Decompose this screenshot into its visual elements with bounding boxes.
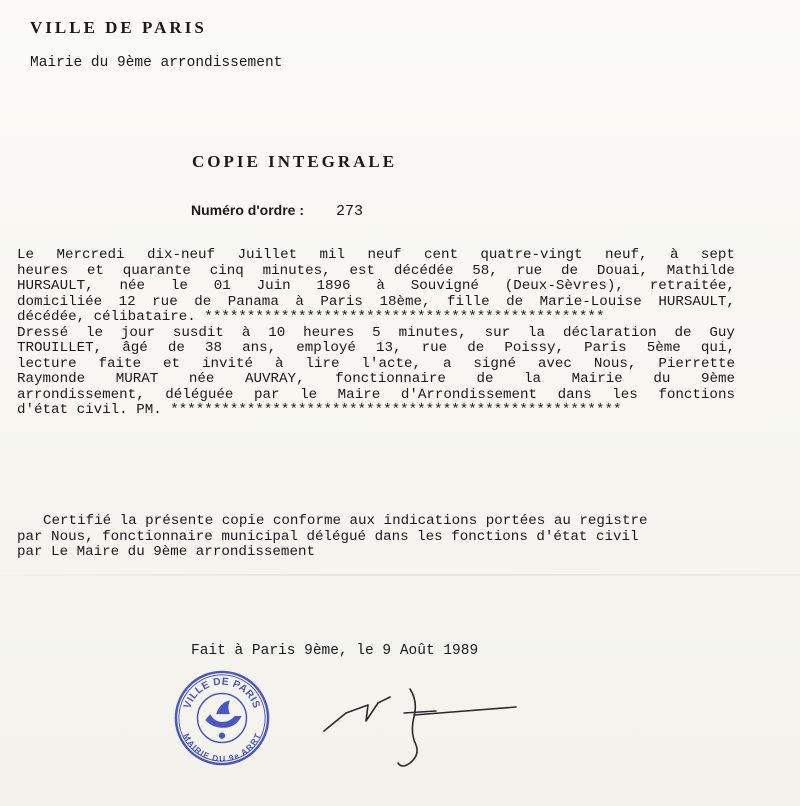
- word: rue: [152, 293, 178, 310]
- word: de: [467, 340, 485, 356]
- word: et: [163, 355, 181, 372]
- act-line: [17, 357, 735, 373]
- act-body: [17, 248, 735, 419]
- word: heures: [303, 324, 355, 341]
- word: mil: [319, 247, 346, 263]
- word: (Deux-Sèvres),: [504, 278, 624, 294]
- word: rue: [516, 262, 543, 279]
- word: âgé: [122, 340, 148, 356]
- word: fonctionnaire: [335, 371, 446, 387]
- word: jour: [120, 324, 155, 341]
- word: Marie-Louise: [539, 293, 642, 310]
- word: à: [275, 355, 284, 372]
- word: a: [442, 355, 452, 372]
- word: 12: [118, 293, 136, 310]
- word: Le: [17, 247, 35, 263]
- word: domiciliée: [17, 293, 103, 310]
- word: le: [300, 386, 318, 403]
- word: Mairie: [571, 371, 623, 387]
- word: HURSAULT,: [658, 293, 735, 310]
- act-line: [17, 295, 735, 311]
- word: Paris: [584, 340, 627, 356]
- place-date: Fait à Paris 9ème, le 9 Août 1989: [191, 643, 479, 659]
- word: du: [653, 371, 671, 387]
- word: dans: [557, 386, 592, 403]
- word: Maire: [337, 386, 381, 403]
- word: dix-neuf: [146, 247, 216, 263]
- word: AUVRAY,: [244, 371, 305, 387]
- word: lecture: [17, 355, 77, 372]
- word: à: [241, 324, 251, 341]
- word: HURSAULT,: [17, 278, 94, 294]
- word: heures: [17, 262, 69, 279]
- word: la: [528, 324, 546, 341]
- act-line: [17, 248, 735, 264]
- word: de: [674, 324, 692, 341]
- word: 9ème: [700, 371, 735, 387]
- act-line: [17, 326, 735, 342]
- document-title: COPIE INTEGRALE: [192, 152, 398, 171]
- word: de: [194, 293, 212, 310]
- stamp-center-number: 10: [231, 726, 241, 736]
- word: neuf,: [604, 247, 648, 263]
- word: qui,: [700, 340, 735, 356]
- word: Dressé: [17, 324, 69, 341]
- word: ans,: [242, 340, 277, 356]
- word: Nous,: [593, 355, 637, 372]
- act-line: [17, 372, 735, 388]
- mairie-subheader: Mairie du 9ème arrondissement: [30, 55, 283, 71]
- act-line: [17, 279, 735, 295]
- word: Poissy,: [504, 340, 564, 356]
- word: 1896: [316, 278, 351, 294]
- word: employé: [296, 340, 356, 356]
- word: de: [506, 293, 524, 310]
- word: déléguée: [165, 386, 234, 403]
- word: Panama: [227, 293, 279, 310]
- word: invité: [201, 355, 254, 372]
- stamp-top-text: VILLE DE PARIS: [182, 676, 262, 711]
- word: de: [476, 371, 494, 387]
- word: et: [86, 262, 104, 279]
- order-number-value: 273: [336, 203, 364, 220]
- word: Juin: [256, 278, 291, 294]
- word: 58,: [472, 262, 498, 279]
- word: de: [167, 340, 185, 356]
- word: d'Arrondissement: [400, 386, 538, 403]
- word: les: [612, 386, 638, 403]
- city-header: VILLE DE PARIS: [30, 18, 207, 37]
- word: 5: [372, 324, 381, 341]
- word: de: [561, 262, 579, 279]
- word: décédée: [393, 262, 454, 279]
- word: à: [376, 278, 385, 294]
- word: neuf: [367, 247, 402, 263]
- word: arrondissement,: [17, 386, 145, 403]
- act-line: décédée, célibataire. ***********************************************: [17, 309, 605, 325]
- word: retraitée,: [649, 278, 735, 294]
- act-line: [17, 341, 735, 357]
- word: quarante: [122, 262, 191, 279]
- word: la: [524, 371, 542, 387]
- word: susdit: [172, 324, 224, 341]
- certification-line: Certifié la présente copie conforme aux indications portées au registre: [43, 513, 648, 529]
- word: lire: [305, 355, 340, 372]
- word: à: [295, 293, 304, 310]
- word: née: [188, 371, 215, 387]
- paper-fold: [0, 574, 800, 576]
- word: minutes,: [398, 324, 467, 341]
- word: sept: [700, 247, 735, 263]
- word: minutes,: [262, 262, 331, 279]
- word: le: [85, 324, 104, 341]
- certification: [17, 514, 737, 561]
- stamp-bottom-text: MAIRIE DU 9e ARRT: [181, 731, 263, 764]
- word: Guy: [709, 324, 735, 341]
- certification-line: par Le Maire du 9ème arrondissement: [17, 544, 315, 560]
- word: par: [253, 386, 280, 403]
- word: fonctions: [658, 386, 735, 403]
- act-line: [17, 388, 735, 404]
- act-line: [17, 264, 735, 280]
- word: Souvigné: [410, 278, 479, 294]
- word: née: [119, 278, 146, 294]
- word: fille: [447, 293, 490, 310]
- word: cent: [423, 247, 458, 263]
- word: quatre-vingt: [480, 247, 583, 263]
- word: 38: [205, 340, 223, 356]
- word: 18ème,: [379, 293, 431, 310]
- signature: [318, 683, 518, 773]
- word: avec: [537, 355, 572, 372]
- word: Mathilde: [666, 262, 735, 279]
- word: déclaration: [562, 324, 657, 341]
- mairie-stamp: [173, 669, 271, 767]
- word: Paris: [320, 293, 363, 310]
- word: MURAT: [115, 371, 159, 387]
- word: signé: [473, 355, 516, 372]
- word: est: [349, 262, 376, 279]
- word: 13,: [375, 340, 402, 356]
- word: l'acte,: [361, 355, 422, 372]
- word: à: [669, 247, 679, 263]
- word: cinq: [209, 262, 244, 279]
- word: Juillet: [237, 247, 298, 263]
- word: sur: [484, 324, 511, 341]
- word: Pierrette: [658, 355, 735, 372]
- order-number: [191, 202, 363, 220]
- word: 01: [213, 278, 231, 294]
- word: rue: [421, 340, 448, 356]
- word: Raymonde: [17, 371, 86, 387]
- word: 5ème: [646, 340, 681, 356]
- word: faite: [98, 355, 142, 372]
- order-number-label: Numéro d'ordre :: [191, 202, 305, 218]
- certification-line: par Nous, fonctionnaire municipal délégué dans les fonctions d'état civil: [17, 528, 639, 545]
- act-line: d'état civil. PM. *****************************************************: [17, 402, 622, 418]
- word: le: [170, 278, 188, 294]
- word: 10: [268, 324, 286, 341]
- word: Douai,: [596, 262, 648, 279]
- word: TROUILLET,: [17, 340, 103, 356]
- word: Mercredi: [56, 247, 125, 263]
